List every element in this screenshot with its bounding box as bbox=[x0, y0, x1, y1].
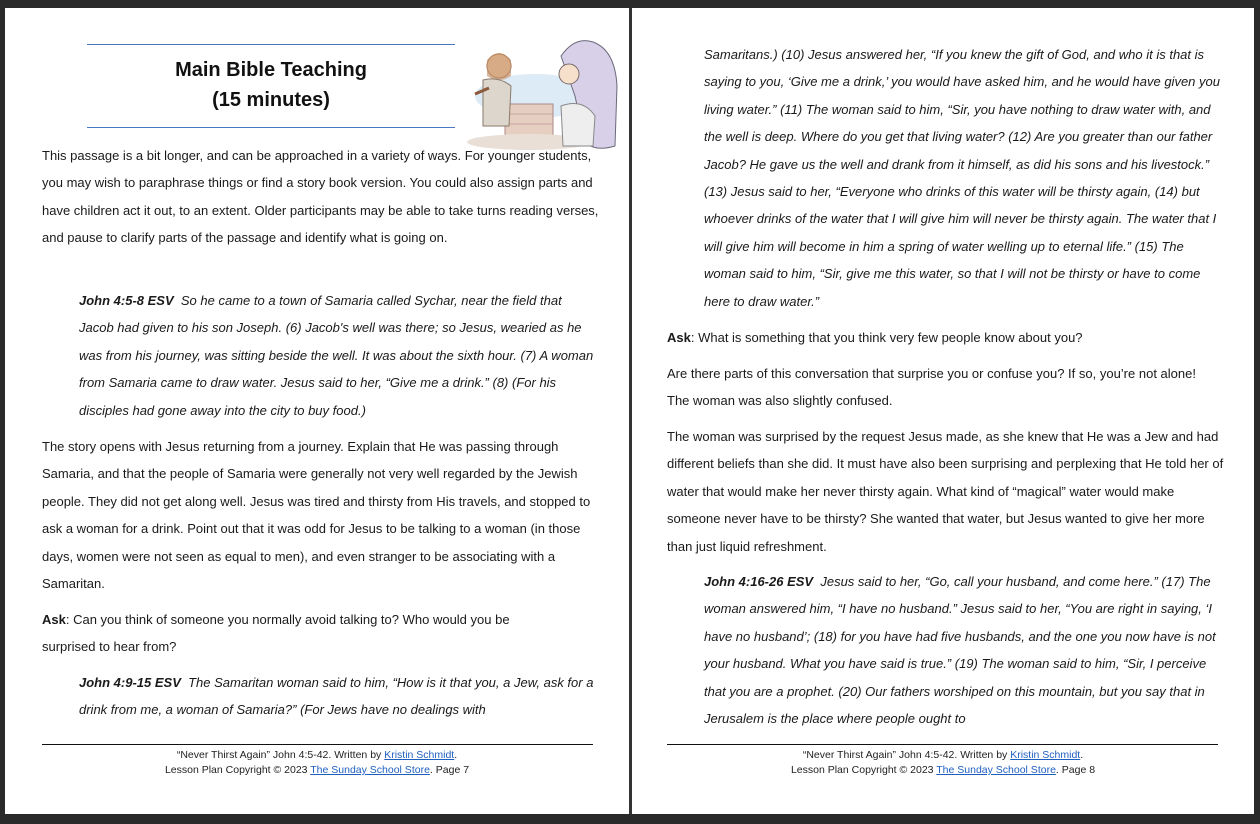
page-footer bbox=[5, 748, 629, 778]
explanation-paragraph: The story opens with Jesus returning from a journey. Explain that He was passing through Samaria, and that the people of Samaria were generally not very well regarded by the Jewish people. They did not get along well. Jesus was tired and thirsty from His travels, and stopped to ask a woman for a drink. Point out that it was odd for Jesus to be talking to a woman (in those days, women were not seen as equal to men), and even stranger to be associating with a Samaritan. bbox=[42, 439, 591, 592]
ask-question-2 bbox=[667, 324, 1227, 351]
scripture-john-4-16-26 bbox=[704, 568, 1224, 732]
intro-paragraph: This passage is a bit longer, and can be approached in a variety of ways. For younger students, you may wish to paraphrase things or find a story book version. You could also assign parts and have children act it out, to an extent. Older participants may be able to take turns reading verses, and pause to clarify parts of the passage and identify what is going on. bbox=[42, 148, 599, 246]
ask-label: Ask bbox=[42, 612, 66, 627]
jesus-at-well-illustration bbox=[465, 36, 625, 152]
page-7 bbox=[5, 8, 629, 814]
scripture-reference: John 4:5-8 ESV bbox=[79, 293, 174, 308]
scripture-reference: John 4:9-15 ESV bbox=[79, 675, 181, 690]
footer-line-2: Lesson Plan Copyright © 2023 The Sunday School Store. Page 8 bbox=[790, 764, 1096, 776]
page-8 bbox=[632, 8, 1254, 814]
heading-duration: (15 minutes) bbox=[212, 89, 330, 111]
ask-text: : Can you think of someone you normally avoid talking to? Who would you be surprised to hear from? bbox=[42, 612, 510, 655]
footer-line-1: “Never Thirst Again” John 4:5-42. Written by Kristin Schmidt. bbox=[176, 749, 458, 761]
page-footer bbox=[632, 748, 1254, 778]
section-heading bbox=[87, 44, 455, 128]
footer-rule bbox=[667, 744, 1218, 745]
scripture-john-4-5-8 bbox=[79, 287, 599, 424]
author-link[interactable]: Kristin Schmidt bbox=[1010, 749, 1081, 761]
scripture-reference: John 4:16-26 ESV bbox=[704, 574, 814, 589]
store-link[interactable]: The Sunday School Store bbox=[936, 764, 1056, 776]
scripture-john-4-9-15 bbox=[79, 669, 599, 724]
author-link[interactable]: Kristin Schmidt bbox=[384, 749, 455, 761]
confusion-paragraph: Are there parts of this conversation that surprise you or confuse you? If so, you’re not alone! The woman was also slightly confused. bbox=[667, 366, 1196, 409]
scripture-text: Jesus said to her, “Go, call your husband, and come here.” (17) The woman answered him, “I have no husband.” Jesus said to her, “You are right in saying, ‘I have no husband’; (18) for you have had five husbands, and the one you now have is not your husband. What you have said is true.” (19) The woman said to him, “Sir, I perceive that you are a prophet. (20) Our fathers worshiped on this mountain, but you say that in Jerusalem is the place where people ought to bbox=[704, 574, 1216, 727]
ask-text: : What is something that you think very few people know about you? bbox=[690, 330, 1083, 345]
ask-question-1 bbox=[42, 606, 562, 661]
scripture-john-4-9-15-continued: Samaritans.) (10) Jesus answered her, “If you knew the gift of God, and who it is that is saying to you, ‘Give me a drink,’ you would have asked him, and he would have given you living water.” (11) The woman said to him, “Sir, you have nothing to draw water with, and the well is deep. Where do you get that living water? (12) Are you greater than our father Jacob? He gave us the well and drank from it himself, as did his sons and his livestock.” (13) Jesus said to her, “Everyone who drinks of this water will be thirsty again, (14) but whoever drinks of the water that I will give him will never be thirsty again. The water that I will give him will become in him a spring of water welling up to eternal life.” (15) The woman said to him, “Sir, give me this water, so that I will not be thirsty or have to come here to draw water.” bbox=[704, 47, 1220, 309]
ask-label: Ask bbox=[667, 330, 691, 345]
store-link[interactable]: The Sunday School Store bbox=[310, 764, 430, 776]
heading-title: Main Bible Teaching bbox=[175, 59, 367, 81]
scripture-text: The Samaritan woman said to him, “How is it that you, a Jew, ask for a drink from me, a woman of Samaria?” (For Jews have no dealings with bbox=[79, 675, 594, 718]
footer-rule bbox=[42, 744, 593, 745]
scripture-text: So he came to a town of Samaria called Sychar, near the field that Jacob had given to his son Joseph. (6) Jacob's well was there; so Jesus, wearied as he was from his journey, was sitting beside the well. It was about the sixth hour. (7) A woman from Samaria came to draw water. Jesus said to her, “Give me a drink.” (8) (For his disciples had gone away into the city to buy food.) bbox=[79, 293, 594, 418]
surprise-paragraph: The woman was surprised by the request Jesus made, as she knew that He was a Jew and had different beliefs than she did. It must have also been surprising and perplexing that He told her of water that would make her never thirsty again. What kind of “magical” water would make someone never have to be thirsty? She wanted that water, but Jesus wanted to give her more than just liquid refreshment. bbox=[667, 429, 1224, 554]
footer-line-1: “Never Thirst Again” John 4:5-42. Written by Kristin Schmidt. bbox=[802, 749, 1084, 761]
footer-line-2: Lesson Plan Copyright © 2023 The Sunday School Store. Page 7 bbox=[164, 764, 470, 776]
